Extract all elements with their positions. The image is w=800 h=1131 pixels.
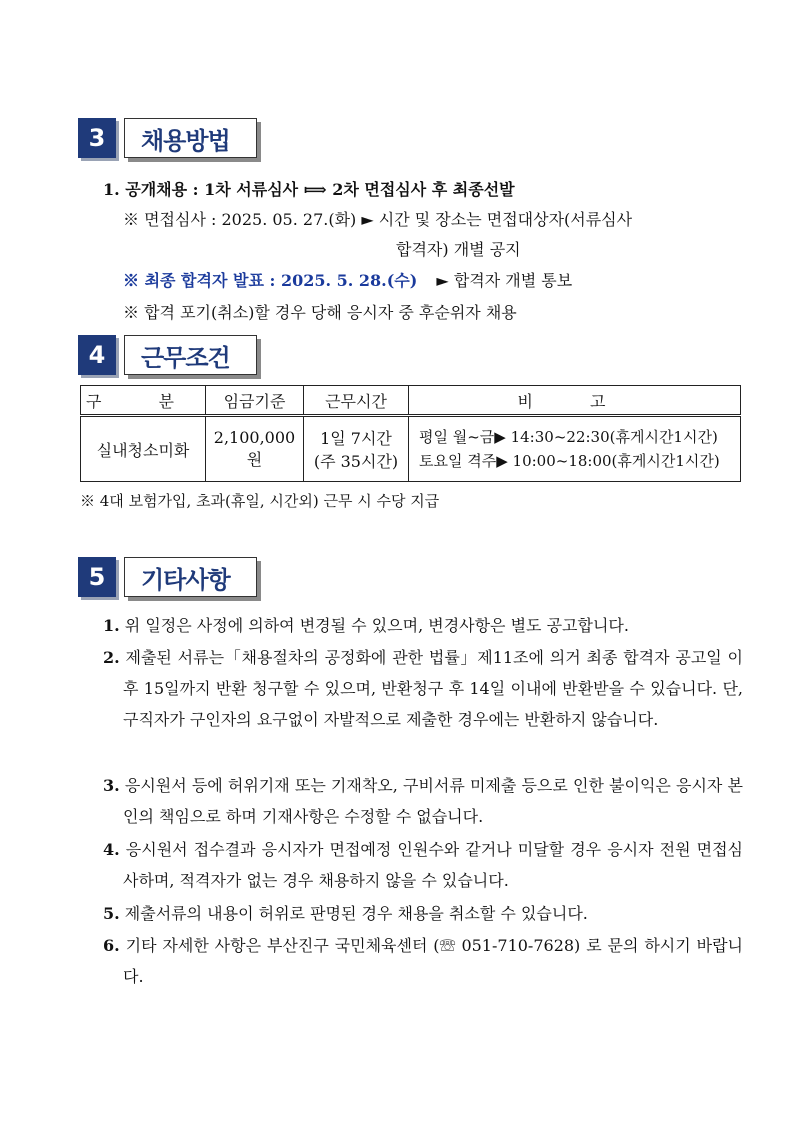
list-item: 6. 기타 자세한 사항은 부산진구 국민체육센터 (☏ 051-710-7628) 로 문의 하시기 바랍니다.: [103, 936, 743, 986]
cell-hours: [304, 416, 409, 482]
list-item: 3. 응시원서 등에 허위기재 또는 기재착오, 구비서류 미제출 등으로 인한 불이익은 응시자 본인의 책임으로 하며 기재사항은 수정할 수 없습니다.: [103, 776, 743, 826]
cell-wage: 2,100,000원: [206, 416, 304, 482]
work-conditions-table: [80, 385, 741, 482]
hours-daily: 1일 7시간: [320, 429, 392, 448]
interview-note-cont: 합격자) 개별 공지: [396, 240, 521, 259]
list-item: 4. 응시원서 접수결과 응시자가 면접예정 인원수와 같거나 미달할 경우 응시자 전원 면접심사하며, 적격자가 없는 경우 채용하지 않을 수 있습니다.: [103, 840, 744, 890]
table-row: [81, 416, 741, 482]
list-item: 2. 제출된 서류는「채용절차의 공정화에 관한 법률」제11조에 의거 최종 합격자 공고일 이후 15일까지 반환 청구할 수 있으며, 반환청구 후 14일 이내에 반환받을 수 있습니다. 단, 구직자가 구인자의 요구없이 자발적으로 제출한 경우에는 반환하지 않습니다.: [103, 648, 743, 729]
section-title: 근무조건: [124, 335, 257, 375]
note-weekday: 평일 월~금▶ 14:30~22:30(휴게시간1시간): [419, 428, 718, 446]
list-item: 1. 위 일정은 사정에 의하여 변경될 수 있으며, 변경사항은 별도 공고합니다.: [103, 616, 629, 635]
insurance-note: ※ 4대 보험가입, 초과(휴일, 시간외) 근무 시 수당 지급: [80, 492, 440, 510]
list-item: 5. 제출서류의 내용이 허위로 판명된 경우 채용을 취소할 수 있습니다.: [103, 904, 588, 923]
header-note: 비 고: [409, 386, 741, 416]
hours-weekly: (주 35시간): [313, 452, 399, 471]
header-category: 구 분: [81, 386, 206, 416]
section-number: 5: [78, 557, 116, 597]
final-announcement-rest: ► 합격자 개별 통보: [436, 271, 573, 290]
final-announcement-note: [123, 268, 572, 291]
recruit-method-line: 1. 공개채용 : 1차 서류심사 ⟾ 2차 면접심사 후 최종선발: [103, 180, 515, 199]
section-title: 기타사항: [124, 557, 257, 597]
table-header-row: [81, 386, 741, 416]
section-title: 채용방법: [124, 118, 257, 158]
header-hours: 근무시간: [304, 386, 409, 416]
note-saturday: 토요일 격주▶ 10:00~18:00(휴게시간1시간): [419, 452, 720, 470]
section-5-header: [78, 557, 257, 597]
final-announcement-date: ※ 최종 합격자 발표 : 2025. 5. 28.(수): [123, 271, 418, 290]
section-number: 3: [78, 118, 116, 158]
section-4-header: [78, 335, 257, 375]
forfeit-note: ※ 합격 포기(취소)할 경우 당해 응시자 중 후순위자 채용: [123, 303, 517, 322]
interview-note: ※ 면접심사 : 2025. 05. 27.(화) ► 시간 및 장소는 면접대상자(서류심사: [123, 210, 633, 229]
cell-job-type: 실내청소미화: [81, 416, 206, 482]
cell-note: [409, 416, 741, 482]
section-3-header: [78, 118, 257, 158]
header-wage: 임금기준: [206, 386, 304, 416]
section-number: 4: [78, 335, 116, 375]
